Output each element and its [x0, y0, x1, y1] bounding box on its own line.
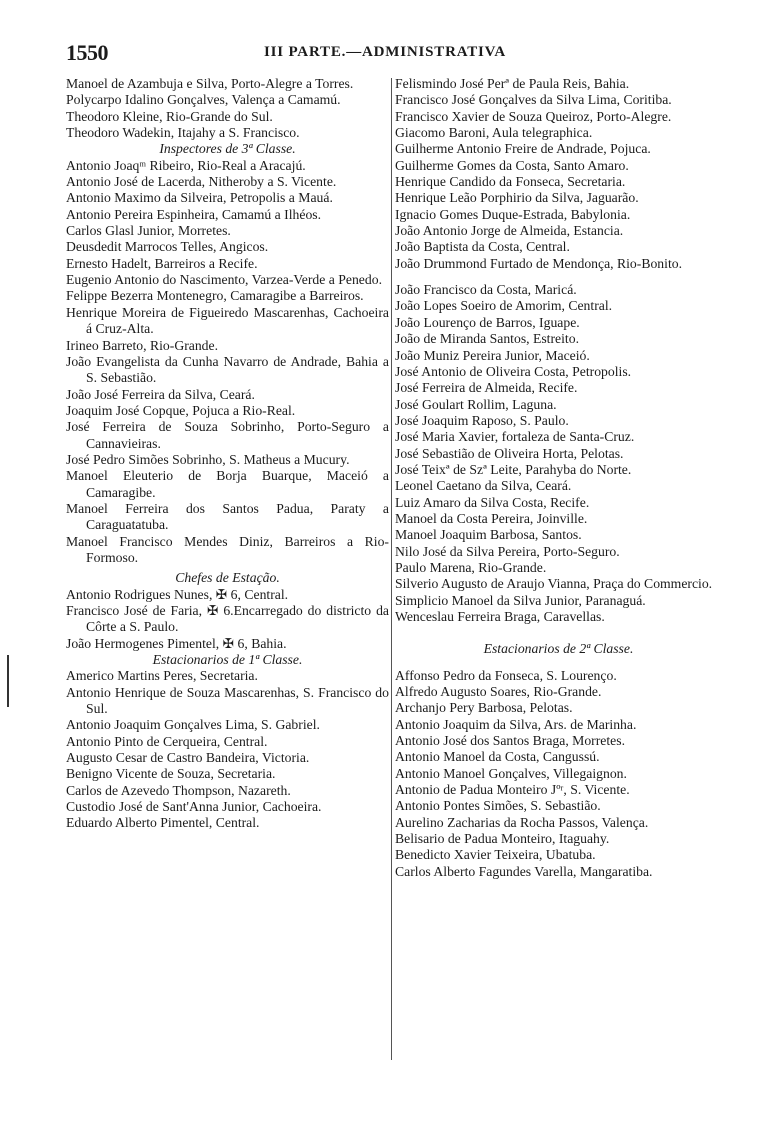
entry: Antonio Pereira Espinheira, Camamú a Ilhéos. — [66, 206, 322, 222]
entry: Belisario de Padua Monteiro, Itaguahy. — [395, 831, 610, 847]
entry: Guilherme Gomes da Costa, Santo Amaro. — [395, 157, 629, 173]
entry: Antonio Manoel Gonçalves, Villegaignon. — [395, 765, 627, 781]
entry: Carlos de Azevedo Thompson, Nazareth. — [66, 782, 291, 798]
entry: Antonio de Padua Monteiro Jºʳ, S. Vicente. — [395, 782, 630, 798]
page-header — [66, 40, 726, 66]
entry: Antonio Pontes Simões, S. Sebastião. — [395, 798, 601, 814]
entry: Antonio Joaquim da Silva, Ars. de Marinha. — [395, 716, 637, 732]
right-column — [395, 76, 722, 880]
entry: Carlos Glasl Junior, Morretes. — [66, 223, 231, 239]
entry: Guilherme Antonio Freire de Andrade, Pojuca. — [395, 141, 651, 157]
entry: Joaquim José Copque, Pojuca a Rio-Real. — [66, 402, 296, 418]
entry: José Pedro Simões Sobrinho, S. Matheus a Mucury. — [66, 451, 350, 467]
entry: Felismindo José Perª de Paula Reis, Bahia. — [395, 76, 630, 91]
entry: João José Ferreira da Silva, Ceará. — [66, 386, 255, 402]
entry: José Ferreira de Souza Sobrinho, Porto-Seguro a Cannavieiras. — [66, 419, 389, 451]
entry: Wenceslau Ferreira Braga, Caravellas. — [395, 609, 605, 624]
entry: Americo Martins Peres, Secretaria. — [66, 668, 258, 684]
entry: Antonio Henrique de Souza Mascarenhas, S. Francisco do Sul. — [66, 684, 389, 717]
right-list-b — [395, 282, 722, 625]
entry: Polycarpo Idalino Gonçalves, Valença a Camamú. — [66, 92, 341, 108]
entry: Ignacio Gomes Duque-Estrada, Babylonia. — [395, 206, 631, 222]
entry: Custodio José de Sant'Anna Junior, Cachoeira. — [66, 799, 322, 815]
entry: Nilo José da Silva Pereira, Porto-Seguro. — [395, 543, 620, 559]
entry: João Francisco da Costa, Maricá. — [395, 282, 577, 298]
entry: Antonio José de Lacerda, Nitheroby a S. Vicente. — [66, 174, 337, 190]
entry: João Hermogenes Pimentel, ✠ 6, Bahia. — [66, 635, 287, 651]
estacionarios-2-list — [395, 668, 722, 880]
entry: Augusto Cesar de Castro Bandeira, Victoria. — [66, 750, 310, 766]
entry: Manoel Francisco Mendes Diniz, Barreiros a Rio-Formoso. — [66, 533, 389, 565]
entry: Francisco José Gonçalves da Silva Lima, Coritiba. — [395, 92, 672, 108]
estacionarios-1-heading: Estacionarios de 1ª Classe. — [152, 652, 303, 668]
entry: Theodoro Kleine, Rio-Grande do Sul. — [66, 108, 273, 124]
entry: Henrique Candido da Fonseca, Secretaria. — [395, 174, 626, 190]
entry: Deusdedit Marrocos Telles, Angicos. — [66, 239, 269, 255]
entry: José Sebastião de Oliveira Horta, Pelotas. — [395, 445, 624, 461]
inspectores-list — [66, 158, 389, 567]
entry: Carlos Alberto Fagundes Varella, Mangaratiba. — [395, 863, 653, 879]
entry: Henrique Leão Porphirio da Silva, Jaguarão. — [395, 190, 639, 206]
entry: José Joaquim Raposo, S. Paulo. — [395, 412, 569, 428]
entry: Manoel Joaquim Barbosa, Santos. — [395, 527, 582, 543]
entry: João Lopes Soeiro de Amorim, Central. — [395, 298, 613, 314]
entry: Alfredo Augusto Soares, Rio-Grande. — [395, 684, 602, 700]
entry: Giacomo Baroni, Aula telegraphica. — [395, 125, 593, 141]
entry: João Baptista da Costa, Central. — [395, 239, 570, 255]
entry: João Drummond Furtado de Mendonça, Rio-Bonito. — [395, 255, 683, 271]
page-number: 1550 — [66, 40, 108, 65]
entry: Benigno Vicente de Souza, Secretaria. — [66, 766, 276, 782]
entry: Aurelino Zacharias da Rocha Passos, Valença. — [395, 814, 649, 830]
entry: Simplicio Manoel da Silva Junior, Paranaguá. — [395, 592, 646, 608]
entry: José Maria Xavier, fortaleza de Santa-Cruz. — [395, 429, 635, 445]
entry: Antonio Joaquim Gonçalves Lima, S. Gabriel. — [66, 717, 320, 733]
entry: José Goulart Rollim, Laguna. — [395, 396, 557, 412]
entry: Luiz Amaro da Silva Costa, Recife. — [395, 494, 590, 510]
entry: Antonio Maximo da Silveira, Petropolis a Mauá. — [66, 190, 333, 206]
entry: Eugenio Antonio do Nascimento, Varzea-Verde a Penedo. — [66, 272, 382, 288]
entry: José Ferreira de Almeida, Recife. — [395, 380, 578, 396]
entry: Irineo Barreto, Rio-Grande. — [66, 337, 219, 353]
entry: Antonio Pinto de Cerqueira, Central. — [66, 733, 268, 749]
right-list-a — [395, 76, 722, 272]
entry: Francisco José de Faria, ✠ 6.Encarregado do districto da Côrte a S. Paulo. — [66, 603, 389, 635]
entry: Archanjo Pery Barbosa, Pelotas. — [395, 700, 573, 716]
inspectores-heading: Inspectores de 3ª Classe. — [159, 141, 296, 157]
entry: Antonio Rodrigues Nunes, ✠ 6, Central. — [66, 586, 289, 602]
entry: Leonel Caetano da Silva, Ceará. — [395, 478, 572, 494]
entry: José Antonio de Oliveira Costa, Petropolis. — [395, 363, 632, 379]
entry: Antonio Manoel da Costa, Cangussú. — [395, 749, 600, 765]
chefes-list — [66, 587, 389, 652]
entry: Manoel Eleuterio de Borja Buarque, Maceió a Camaragibe. — [66, 468, 389, 500]
column-divider — [391, 78, 392, 1060]
entry: João Lourenço de Barros, Iguape. — [395, 314, 580, 330]
entry: Felippe Bezerra Montenegro, Camaragibe a Barreiros. — [66, 288, 364, 304]
entry: João Muniz Pereira Junior, Maceió. — [395, 347, 590, 363]
entry: João Antonio Jorge de Almeida, Estancia. — [395, 223, 624, 239]
left-top-list — [66, 76, 389, 141]
entry: Antonio Joaqᵐ Ribeiro, Rio-Real a Aracajú. — [66, 157, 306, 173]
entry: Manoel da Costa Pereira, Joinville. — [395, 510, 588, 526]
entry: Paulo Marena, Rio-Grande. — [395, 559, 547, 575]
entry: João Evangelista da Cunha Navarro de Andrade, Bahia a S. Sebastião. — [66, 353, 389, 386]
entry: Manoel de Azambuja e Silva, Porto-Alegre a Torres. — [66, 76, 354, 91]
running-title: III PARTE.—ADMINISTRATIVA — [264, 44, 507, 60]
margin-mark — [7, 655, 9, 707]
entry: Theodoro Wadekin, Itajahy a S. Francisco. — [66, 125, 300, 141]
chefes-heading: Chefes de Estação. — [175, 570, 280, 586]
entry: Ernesto Hadelt, Barreiros a Recife. — [66, 255, 258, 271]
estacionarios-2-heading: Estacionarios de 2ª Classe. — [483, 641, 634, 657]
entry: José Teixª de Szª Leite, Parahyba do Norte. — [395, 461, 632, 477]
entry: Francisco Xavier de Souza Queiroz, Porto-Alegre. — [395, 108, 672, 124]
entry: Henrique Moreira de Figueiredo Mascarenhas, Cachoeira á Cruz-Alta. — [66, 304, 389, 337]
entry: Manoel Ferreira dos Santos Padua, Paraty a Caraguatatuba. — [66, 500, 389, 533]
entry: Affonso Pedro da Fonseca, S. Lourenço. — [395, 667, 617, 683]
entry: João de Miranda Santos, Estreito. — [395, 331, 579, 347]
entry: Eduardo Alberto Pimentel, Central. — [66, 815, 260, 831]
entry: Benedicto Xavier Teixeira, Ubatuba. — [395, 847, 596, 863]
entry: Antonio José dos Santos Braga, Morretes. — [395, 733, 626, 749]
estacionarios-1-list — [66, 668, 389, 831]
entry: Silverio Augusto de Araujo Vianna, Praça do Commercio. — [395, 576, 713, 592]
left-column — [66, 76, 389, 832]
